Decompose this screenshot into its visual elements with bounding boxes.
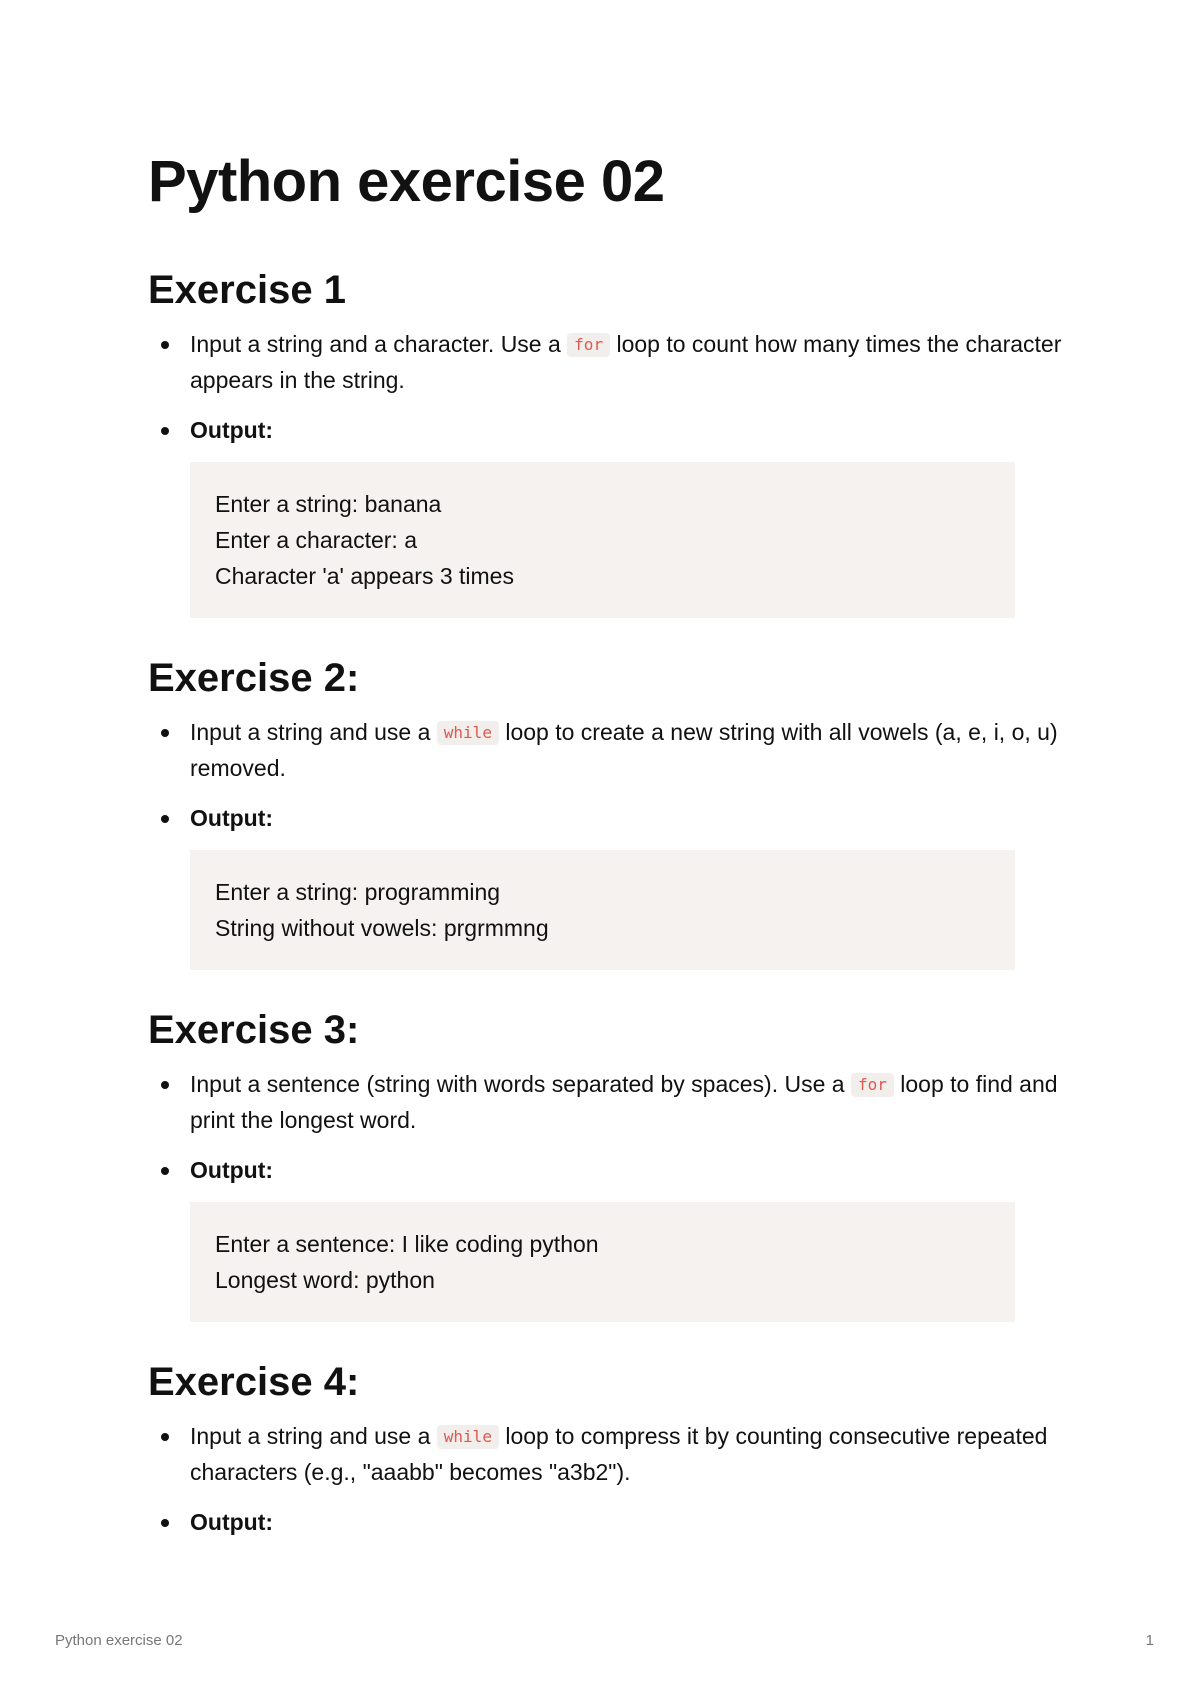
output-label: Output: bbox=[190, 1509, 274, 1535]
exercise-description bbox=[148, 1418, 1068, 1490]
exercise-list bbox=[148, 1066, 1068, 1188]
code-line: Enter a character: a bbox=[215, 527, 417, 553]
exercise-2 bbox=[148, 654, 1068, 970]
code-line: String without vowels: prgrmmng bbox=[215, 915, 549, 941]
document-body bbox=[148, 148, 1068, 1554]
description-text: loop to find and print the longest word. bbox=[190, 1071, 1058, 1133]
description-text: Input a string and use a bbox=[190, 719, 437, 745]
description-text: Input a string and a character. Use a bbox=[190, 331, 568, 357]
code-line: Enter a sentence: I like coding python bbox=[215, 1231, 599, 1257]
exercise-description bbox=[148, 326, 1068, 398]
output-label: Output: bbox=[190, 1157, 274, 1183]
output-code-block bbox=[190, 850, 1015, 970]
exercise-list bbox=[148, 714, 1068, 836]
keyword-code: while bbox=[437, 1425, 499, 1449]
exercise-list bbox=[148, 1418, 1068, 1540]
output-label: Output: bbox=[190, 417, 274, 443]
code-line: Character 'a' appears 3 times bbox=[215, 563, 514, 589]
output-item bbox=[148, 1152, 1068, 1188]
output-item bbox=[148, 1504, 1068, 1540]
keyword-code: for bbox=[567, 333, 610, 357]
exercise-description bbox=[148, 1066, 1068, 1138]
description-text: loop to create a new string with all vowels (a, e, i, o, u) removed. bbox=[190, 719, 1058, 781]
keyword-code: for bbox=[851, 1073, 894, 1097]
exercise-list bbox=[148, 326, 1068, 448]
output-item bbox=[148, 412, 1068, 448]
code-line: Enter a string: programming bbox=[215, 879, 501, 905]
output-label: Output: bbox=[190, 805, 274, 831]
description-text: loop to count how many times the character appears in the string. bbox=[190, 331, 1062, 393]
description-text: loop to compress it by counting consecutive repeated characters (e.g., "aaabb" becomes "a3b2"). bbox=[190, 1423, 1048, 1485]
footer-page-number: 1 bbox=[1145, 1632, 1154, 1649]
description-text: Input a sentence (string with words separated by spaces). Use a bbox=[190, 1071, 851, 1097]
code-line: Longest word: python bbox=[215, 1267, 435, 1293]
exercise-heading: Exercise 1 bbox=[148, 268, 346, 312]
output-code-block bbox=[190, 1202, 1015, 1322]
description-text: Input a string and use a bbox=[190, 1423, 437, 1449]
footer-document-name: Python exercise 02 bbox=[55, 1632, 183, 1649]
code-line: Enter a string: banana bbox=[215, 491, 442, 517]
keyword-code: while bbox=[437, 721, 499, 745]
output-code-block bbox=[190, 462, 1015, 618]
exercise-3 bbox=[148, 1006, 1068, 1322]
exercise-description bbox=[148, 714, 1068, 786]
exercise-heading: Exercise 3: bbox=[148, 1008, 360, 1052]
exercise-heading: Exercise 2: bbox=[148, 656, 360, 700]
output-item bbox=[148, 800, 1068, 836]
exercise-heading: Exercise 4: bbox=[148, 1360, 360, 1404]
page-title: Python exercise 02 bbox=[148, 149, 665, 214]
exercise-1 bbox=[148, 266, 1068, 618]
exercise-4 bbox=[148, 1358, 1068, 1540]
